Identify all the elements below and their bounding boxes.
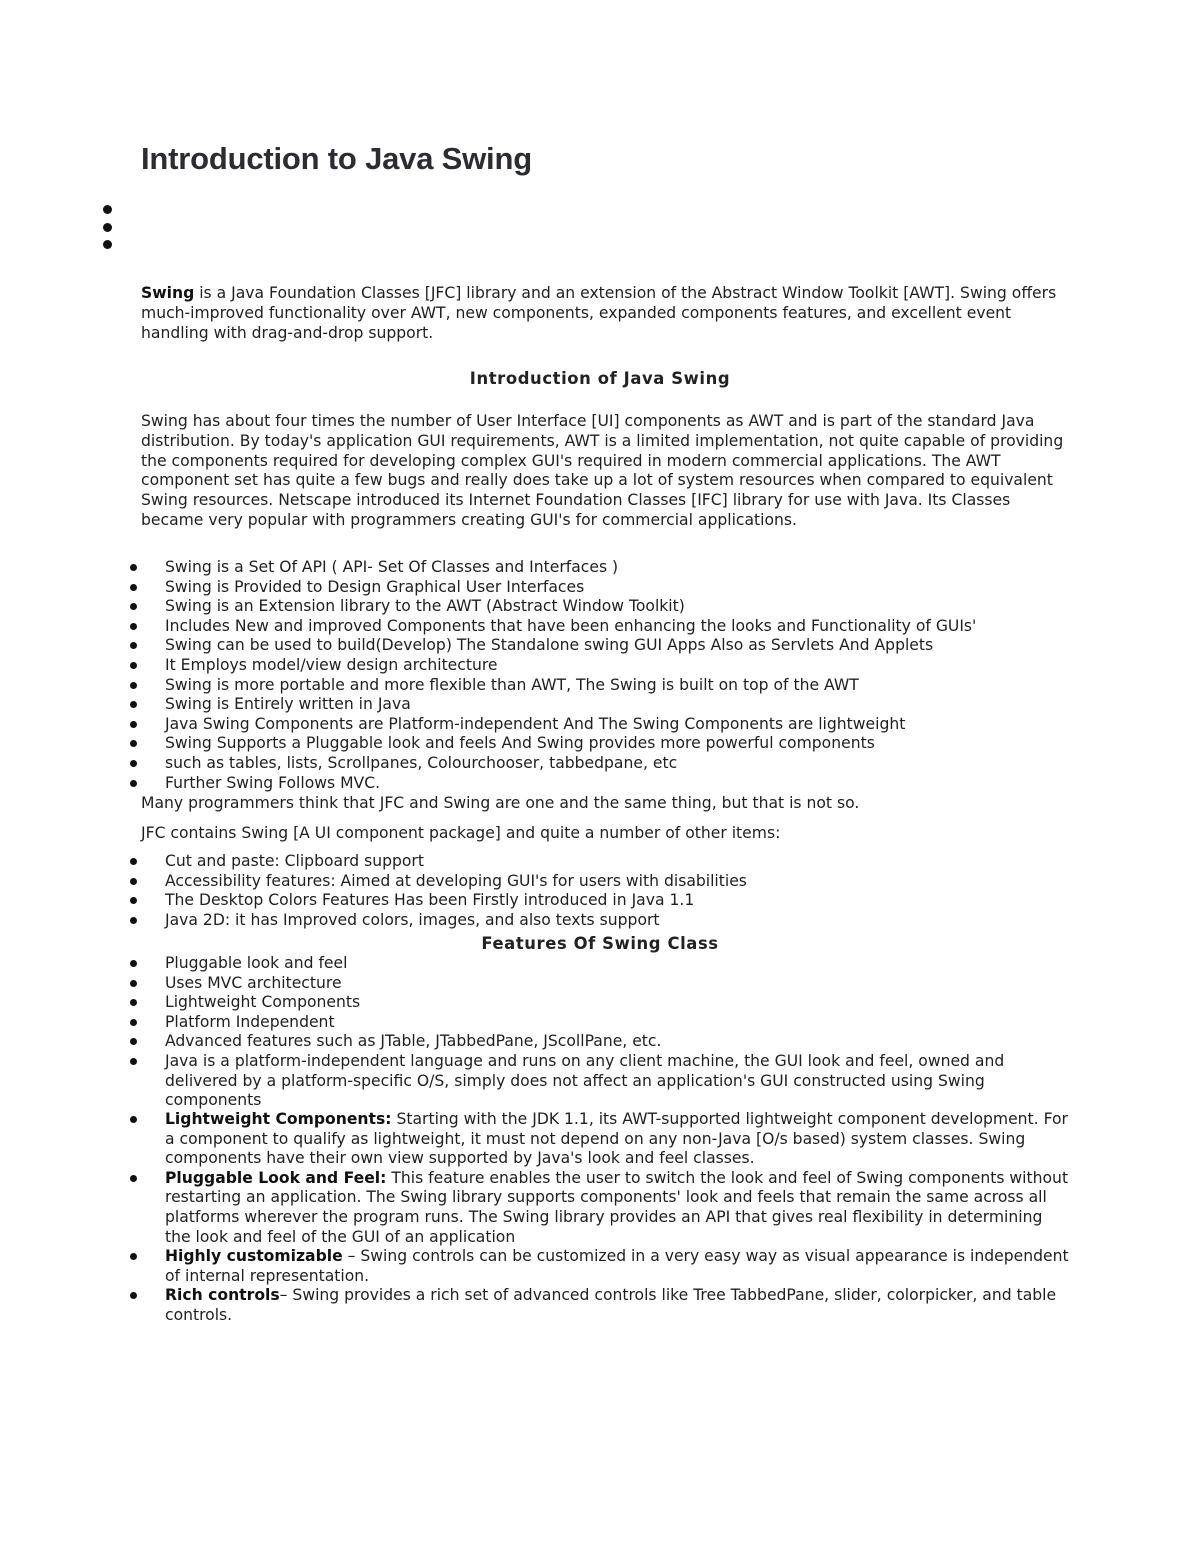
jfc-contains-paragraph: JFC contains Swing [A UI component package] and quite a number of other items: <box>141 824 781 842</box>
list-item: Swing can be used to build(Develop) The Standalone swing GUI Apps Also as Servlets And Applets <box>141 636 1071 656</box>
bullet-dot-icon <box>103 205 112 214</box>
page-title: Introduction to Java Swing <box>141 141 532 176</box>
bullet-dot-icon <box>103 240 112 249</box>
list-item: Uses MVC architecture <box>141 974 1071 994</box>
list-item: such as tables, lists, Scrollpanes, Colourchooser, tabbedpane, etc <box>141 754 1071 774</box>
list-item-description: – Swing provides a rich set of advanced controls like Tree TabbedPane, slider, colorpicker, and table controls. <box>165 1286 1057 1324</box>
list-item: Lightweight Components <box>141 993 1071 1013</box>
list-item-description: – Swing controls can be customized in a very easy way as visual appearance is independent of internal representation. <box>165 1247 1069 1285</box>
list-item-term: Lightweight Components: <box>165 1110 392 1128</box>
list-item: It Employs model/view design architecture <box>141 656 1071 676</box>
list-item: Includes New and improved Components that have been enhancing the looks and Functionality of GUIs' <box>141 617 1071 637</box>
list-item: Swing is an Extension library to the AWT (Abstract Window Toolkit) <box>141 597 1071 617</box>
list-item: The Desktop Colors Features Has been Firstly introduced in Java 1.1 <box>141 891 1071 911</box>
list-item <box>141 1247 1071 1286</box>
list-item: Swing Supports a Pluggable look and feels And Swing provides more powerful components <box>141 734 1071 754</box>
list-item: Further Swing Follows MVC. <box>141 774 1071 794</box>
list-item: Pluggable look and feel <box>141 954 1071 974</box>
intro-text: is a Java Foundation Classes [JFC] library and an extension of the Abstract Window Toolkit [AWT]. Swing offers much-improved functionality over AWT, new components, expanded components features, and excellent event handling with drag-and-drop support. <box>141 284 1057 342</box>
section-heading-introduction: Introduction of Java Swing <box>469 369 731 388</box>
features-list <box>141 954 1071 1111</box>
swing-facts-list <box>141 558 1071 793</box>
list-item: Advanced features such as JTable, JTabbedPane, JScollPane, etc. <box>141 1032 1071 1052</box>
list-item <box>141 1169 1071 1247</box>
intro-paragraph <box>141 284 1071 343</box>
list-item <box>141 1286 1071 1325</box>
jfc-swing-note: Many programmers think that JFC and Swing are one and the same thing, but that is not so. <box>141 794 860 812</box>
list-item-description: This feature enables the user to switch the look and feel of Swing components without restarting an application. The Swing library supports components' look and feels that remain the same across all platforms wherever the program runs. The Swing library provides an API that gives real flexibility in determining the look and feel of the GUI of an application <box>165 1168 1069 1246</box>
intro-bold-term: Swing <box>141 284 195 302</box>
list-item: Swing is Provided to Design Graphical User Interfaces <box>141 578 1071 598</box>
list-item-term: Highly customizable <box>165 1247 343 1266</box>
list-item-term: Pluggable Look and Feel: <box>165 1168 387 1187</box>
empty-bullet-list <box>103 205 112 258</box>
list-item <box>141 1110 1071 1169</box>
list-item: Swing is a Set Of API ( API- Set Of Classes and Interfaces ) <box>141 558 1071 578</box>
list-item: Cut and paste: Clipboard support <box>141 852 1071 872</box>
section-heading-features: Features Of Swing Class <box>481 934 719 953</box>
list-item-description: Starting with the JDK 1.1, its AWT-supported lightweight component development. For a component to qualify as lightweight, it must not depend on any non-Java [O/s based) system classes. Swing components have their own view supported by Java's look and feel classes. <box>165 1110 1068 1168</box>
features-detail-list <box>141 1110 1071 1326</box>
bullet-dot-icon <box>103 223 112 232</box>
list-item: Java is a platform-independent language and runs on any client machine, the GUI look and feel, owned and delivered by a platform-specific O/S, simply does not affect an application's GUI constructed using Swing components <box>141 1052 1071 1111</box>
list-item: Platform Independent <box>141 1013 1071 1033</box>
list-item: Swing is Entirely written in Java <box>141 695 1071 715</box>
list-item: Java 2D: it has Improved colors, images, and also texts support <box>141 911 1071 931</box>
list-item: Java Swing Components are Platform-independent And The Swing Components are lightweight <box>141 715 1071 735</box>
section-paragraph: Swing has about four times the number of User Interface [UI] components as AWT and is part of the standard Java distribution. By today's application GUI requirements, AWT is a limited implementation, not quite capable of providing the components required for developing complex GUI's required in modern commercial applications. The AWT component set has quite a few bugs and really does take up a lot of system resources when compared to equivalent Swing resources. Netscape introduced its Internet Foundation Classes [IFC] library for use with Java. Its Classes became very popular with programmers creating GUI's for commercial applications. <box>141 412 1064 529</box>
list-item-term: Rich controls <box>165 1286 280 1305</box>
list-item: Swing is more portable and more flexible than AWT, The Swing is built on top of the AWT <box>141 676 1071 696</box>
jfc-items-list <box>141 852 1071 930</box>
list-item: Accessibility features: Aimed at developing GUI's for users with disabilities <box>141 872 1071 892</box>
